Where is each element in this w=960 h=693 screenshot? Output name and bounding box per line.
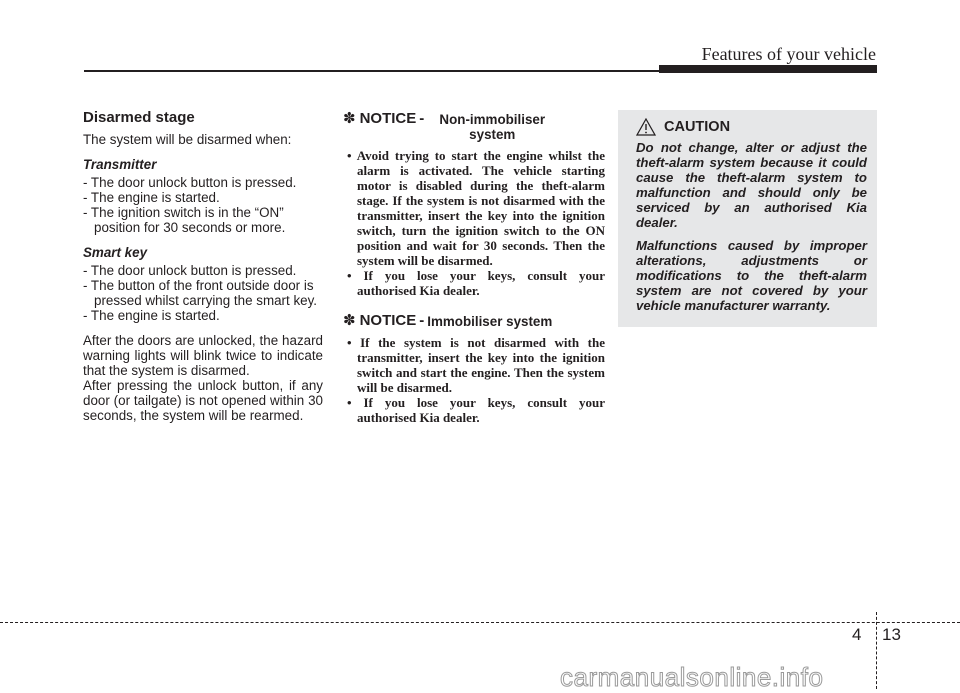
watermark: carmanualsonline.info bbox=[560, 662, 824, 692]
list-item: - The door unlock button is pressed. bbox=[83, 175, 297, 190]
notice-star-icon: ✽ bbox=[343, 312, 356, 329]
chapter-number: 4 bbox=[852, 625, 862, 644]
list-item: - The door unlock button is pressed. bbox=[83, 263, 297, 278]
caution-column bbox=[618, 110, 877, 327]
list-item: - The button of the front outside door is pressed whilst carrying the smart key. bbox=[83, 278, 318, 308]
smart-key-list bbox=[83, 263, 323, 323]
list-item: • If you lose your keys, consult your authorised Kia dealer. bbox=[347, 395, 605, 425]
list-item: - The ignition switch is in the “ON” position for 30 seconds or more. bbox=[83, 205, 286, 235]
notice-label: NOTICE bbox=[359, 110, 417, 127]
caution-paragraph: Malfunctions caused by improper alterations, adjustments or modifications to the theft-alarm system are not covered by your vehicle manufacturer warranty. bbox=[636, 238, 867, 313]
disarmed-stage-column bbox=[83, 110, 323, 423]
list-item: • If you lose your keys, consult your authorised Kia dealer. bbox=[347, 268, 605, 298]
page-header-title: Features of your vehicle bbox=[701, 44, 876, 64]
notice-immobiliser bbox=[343, 312, 605, 425]
hazard-lights-paragraph: After the doors are unlocked, the hazard warning lights will blink twice to indicate that the system is disarmed. bbox=[83, 333, 323, 378]
list-item: - The engine is started. bbox=[83, 190, 220, 205]
notice-topic: Non-immobiliser system bbox=[439, 112, 546, 142]
footer-rule bbox=[0, 622, 960, 623]
disarmed-stage-heading: Disarmed stage bbox=[83, 109, 195, 126]
transmitter-list bbox=[83, 175, 323, 235]
list-item: - The engine is started. bbox=[83, 308, 220, 323]
notice-non-immobiliser bbox=[343, 110, 605, 298]
header-rule-accent bbox=[659, 65, 877, 73]
rearm-paragraph: After pressing the unlock button, if any door (or tailgate) is not opened within 30 seconds, the system will be rearmed. bbox=[83, 378, 323, 423]
caution-paragraph: Do not change, alter or adjust the theft-alarm system because it could cause the theft-alarm system to malfunction and should only be serviced by an authorised Kia dealer. bbox=[636, 140, 867, 230]
warning-triangle-icon bbox=[636, 118, 656, 136]
smart-key-heading: Smart key bbox=[83, 245, 148, 260]
header-rule bbox=[84, 70, 659, 72]
notice-immobiliser-list bbox=[343, 335, 605, 425]
list-item: • If the system is not disarmed with the transmitter, insert the key into the ignition switch and start the engine. Then the system will be disarmed. bbox=[347, 335, 605, 395]
list-item: • Avoid trying to start the engine whilst the alarm is activated. The vehicle starting motor is disabled during the theft-alarm stage. If the system is not disarmed with the transmitter, insert the key into the ignition switch, turn the ignition switch to the ON position and wait for 30 seconds. Then the system will be disarmed. bbox=[347, 148, 605, 268]
notice-star-icon: ✽ bbox=[343, 110, 356, 127]
caution-title: CAUTION bbox=[664, 119, 731, 135]
notice-non-immobiliser-list bbox=[343, 148, 605, 298]
notice-separator: - bbox=[419, 312, 425, 329]
footer-divider bbox=[876, 612, 877, 689]
disarmed-intro: The system will be disarmed when: bbox=[83, 132, 292, 147]
notices-column bbox=[343, 110, 605, 439]
notice-separator: - bbox=[419, 110, 425, 127]
transmitter-heading: Transmitter bbox=[83, 157, 157, 172]
notice-topic: Immobiliser system bbox=[427, 314, 553, 329]
caution-box bbox=[618, 110, 877, 327]
page-number: 13 bbox=[882, 625, 901, 644]
notice-label: NOTICE bbox=[359, 312, 417, 329]
